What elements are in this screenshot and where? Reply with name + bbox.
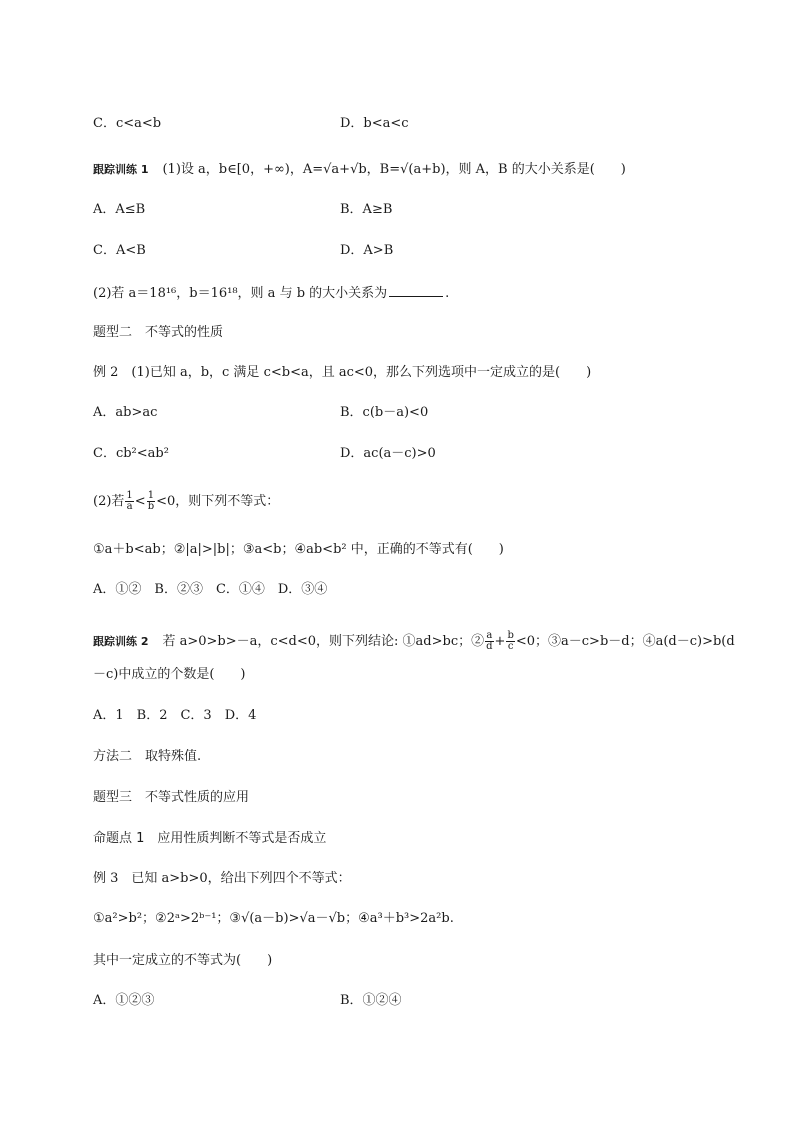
fraction: $\frac{1}{a}$ bbox=[126, 490, 133, 512]
section-heading: 题型三 不等式性质的应用 bbox=[93, 790, 250, 805]
tracking-tag: 跟踪训练 2 bbox=[93, 635, 149, 648]
question-text: (1)设 a，b∈[0，+∞)，A=√a+√b，B=√(a+b)，则 A，B 的大小关系是( ) bbox=[162, 162, 626, 177]
inequality-list: ①a²>b²；②2ᵃ>2ᵇ⁻¹；③√(a－b)>√a－√b；④a³＋b³>2a²b. bbox=[93, 911, 454, 926]
option-a: A．①②③ bbox=[93, 993, 155, 1008]
tracking-tag: 跟踪训练 1 bbox=[93, 163, 149, 176]
method-note: 方法二 取特殊值. bbox=[93, 749, 202, 764]
tracking-exercise-2-cont: －c)中成立的个数是( ) bbox=[93, 667, 246, 682]
fraction: $\frac{a}{d}$ bbox=[486, 630, 493, 652]
fraction: $\frac{b}{c}$ bbox=[507, 630, 514, 652]
answer-blank[interactable] bbox=[389, 282, 443, 297]
question-prompt: 其中一定成立的不等式为( ) bbox=[93, 953, 273, 968]
inequality-list: ①a＋b<ab；②|a|>|b|；③a<b；④ab<b² 中，正确的不等式有( ) bbox=[93, 542, 504, 557]
option-c: C．cb²<ab² bbox=[93, 446, 169, 461]
section-heading: 题型二 不等式的性质 bbox=[93, 325, 224, 340]
option-b: B．①②④ bbox=[340, 993, 402, 1008]
question-2: (2)若 a＝18¹⁶，b＝16¹⁸，则 a 与 b 的大小关系为 . bbox=[93, 282, 734, 304]
option-d: D．ac(a－c)>0 bbox=[340, 446, 436, 461]
topic-heading: 命题点 1 应用性质判断不等式是否成立 bbox=[93, 831, 327, 846]
example-2-part-2: (2)若 $\frac{1}{a}$ < $\frac{1}{b}$ <0，则下列不等式： bbox=[93, 490, 280, 512]
option-d: D．b<a<c bbox=[340, 116, 409, 131]
tracking-exercise-1 bbox=[93, 160, 734, 180]
option-b: B．c(b－a)<0 bbox=[340, 405, 429, 420]
example-2: 例 2 (1)已知 a，b，c 满足 c<b<a，且 ac<0，那么下列选项中一定成立的是( ) bbox=[93, 365, 592, 380]
option-a: A．ab>ac bbox=[93, 405, 158, 420]
option-c: C．A<B bbox=[93, 243, 146, 258]
example-3: 例 3 已知 a>b>0，给出下列四个不等式： bbox=[93, 871, 351, 886]
option-a: A．A≤B bbox=[93, 202, 146, 217]
option-d: D．A>B bbox=[340, 243, 394, 258]
option-b: B．A≥B bbox=[340, 202, 393, 217]
options-row: A．①② B．②③ C．①④ D．③④ bbox=[93, 582, 328, 597]
options-row: A．1 B．2 C．3 D．4 bbox=[93, 708, 257, 723]
line-c-option bbox=[93, 114, 734, 134]
fraction: $\frac{1}{b}$ bbox=[147, 490, 155, 512]
option-c: C．c<a<b bbox=[93, 116, 162, 131]
tracking-exercise-2: 跟踪训练 2 若 a>0>b>－a，c<d<0，则下列结论: ①ad>bc；② $\frac{a}{d}$ + $\frac{b}{c}$ <0；③a－c>b－d；④a(d－c)>b(d bbox=[93, 630, 735, 652]
